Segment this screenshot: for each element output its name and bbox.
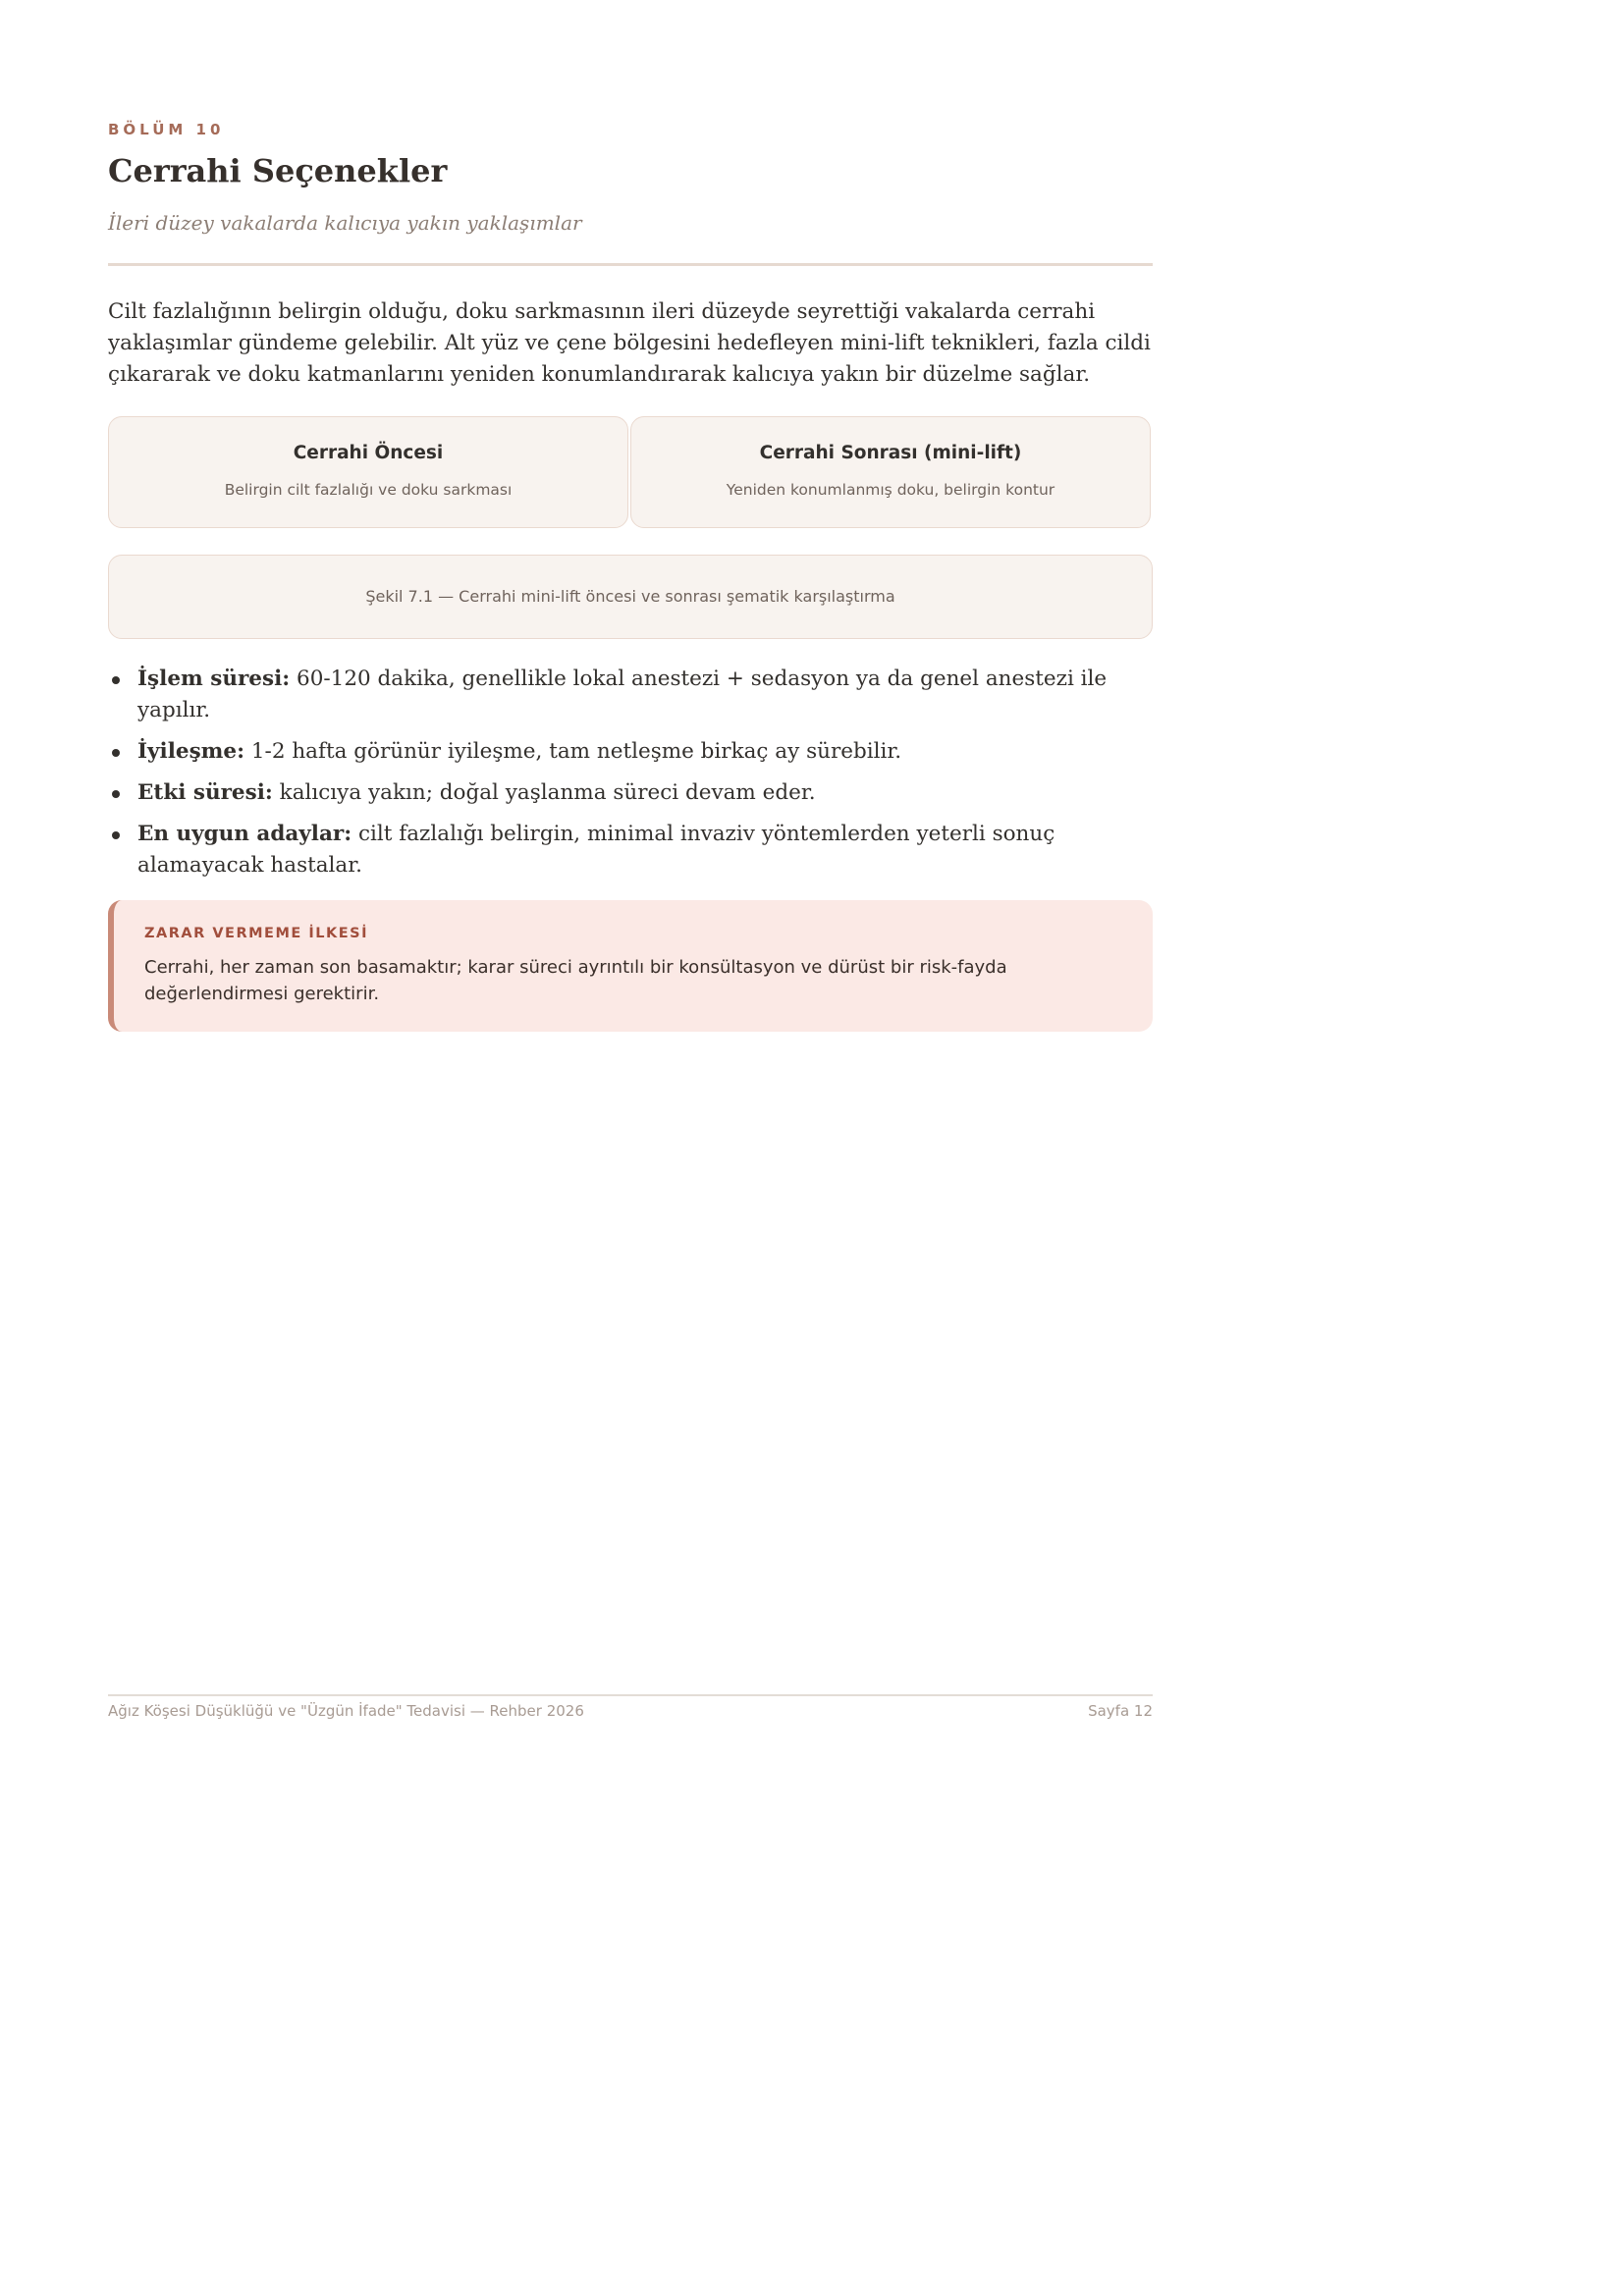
before-card-description: Belirgin cilt fazlalığı ve doku sarkması (224, 481, 513, 499)
comparison-panel (108, 416, 1153, 530)
before-card (108, 416, 628, 528)
list-item-term: En uygun adaylar: (137, 822, 352, 846)
list-item-text: 1-2 hafta görünür iyileşme, tam netleşme birkaç ay sürebilir. (244, 739, 902, 764)
warning-callout (108, 900, 1153, 1032)
figure-caption: Şekil 7.1 — Cerrahi mini-lift öncesi ve sonrası şematik karşılaştırma (108, 555, 1153, 639)
list-item (108, 664, 1153, 726)
page-subtitle: İleri düzey vakalarda kalıcıya yakın yaklaşımlar (108, 211, 582, 235)
list-item-term: İyileşme: (137, 739, 245, 764)
bullet-icon (112, 790, 120, 798)
procedure-facts-list (108, 664, 1153, 891)
list-item-term: Etki süresi: (137, 780, 273, 805)
callout-text: Cerrahi, her zaman son basamaktır; karar süreci ayrıntılı bir konsültasyon ve dürüst bir risk-fayda değerlendirmesi gerektirir. (144, 957, 1007, 1004)
list-item (108, 777, 1153, 809)
list-item-text: kalıcıya yakın; doğal yaşlanma süreci devam eder. (272, 780, 816, 805)
page-title: Cerrahi Seçenekler (108, 152, 448, 189)
list-item-text: 60-120 dakika, genellikle lokal anestezi + sedasyon ya da genel anestezi ile yapılır. (137, 667, 1108, 722)
list-item (108, 819, 1153, 881)
footer-divider (108, 1694, 1153, 1696)
bullet-icon (112, 749, 120, 757)
after-card-title: Cerrahi Sonrası (mini-lift) (759, 443, 1022, 463)
list-item (108, 736, 1153, 768)
title-divider (108, 263, 1153, 266)
list-item-text: cilt fazlalığı belirgin, minimal invaziv yöntemlerden yeterli sonuç alamayacak hastalar. (137, 822, 1055, 878)
bullet-icon (112, 676, 120, 684)
bullet-icon (112, 831, 120, 839)
intro-paragraph: Cilt fazlalığının belirgin olduğu, doku sarkmasının ileri düzeyde seyrettiği vakalarda cerrahi yaklaşımlar gündeme gelebilir. Alt yüz ve çene bölgesini hedefleyen mini-lift teknikleri, fazla cildi çıkararak ve doku katmanlarını yeniden konumlandırarak kalıcıya yakın bir düzelme sağlar. (108, 299, 1151, 387)
after-card-description: Yeniden konumlanmış doku, belirgin kontur (726, 481, 1055, 499)
after-card (630, 416, 1151, 528)
before-card-title: Cerrahi Öncesi (293, 443, 444, 463)
callout-title: ZARAR VERMEME İLKESİ (144, 926, 368, 941)
list-item-term: İşlem süresi: (137, 667, 291, 691)
footer-document-title: Ağız Köşesi Düşüklüğü ve "Üzgün İfade" Tedavisi — Rehber 2026 (108, 1702, 584, 1720)
chapter-label: BÖLÜM 10 (108, 121, 225, 138)
footer-page-number: Sayfa 12 (1088, 1702, 1153, 1720)
